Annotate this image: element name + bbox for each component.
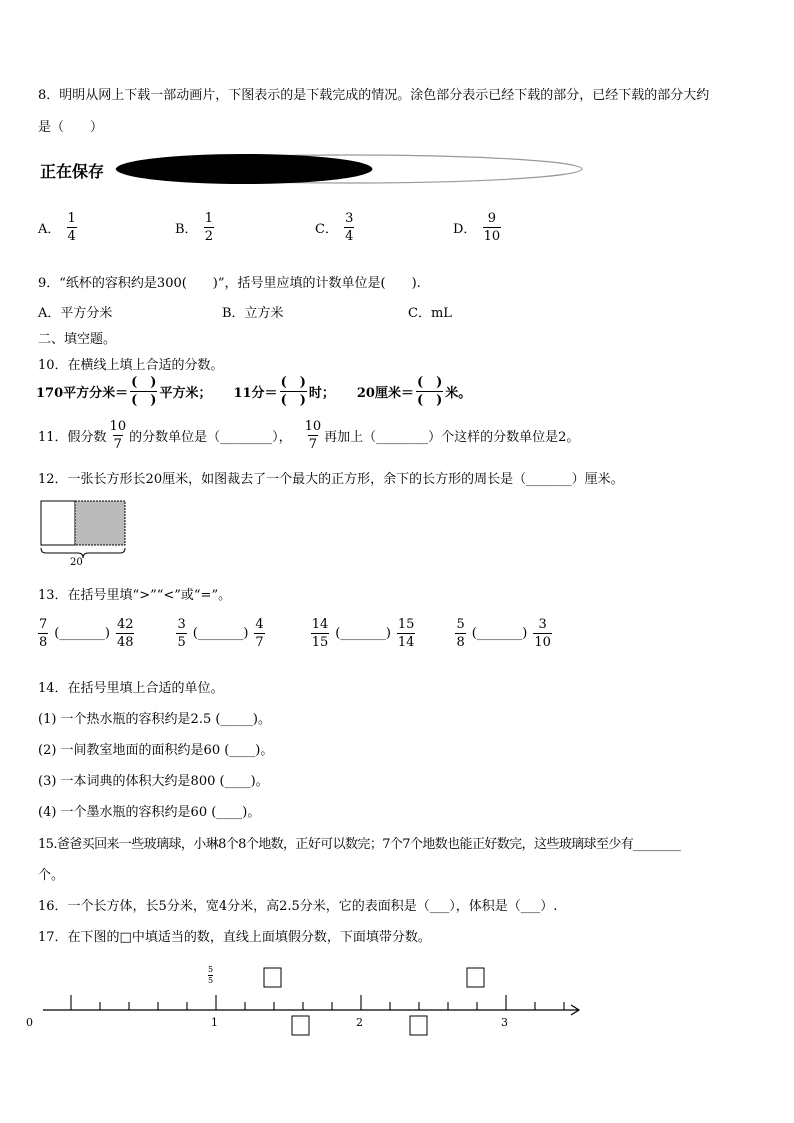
option-fraction: $\frac{9}{10}$ [483,211,501,244]
q10-prompt-3: 20厘米＝ [356,386,414,401]
q17-text: 17．在下图的□中填适当的数，直线上面填假分数，下面填带分数。 [38,930,431,945]
q15-line2: 个。 [38,868,65,883]
tick-labels [26,1016,586,1032]
tick-label: 0 [26,1016,33,1029]
q14-item[interactable]: (3) 一本词典的体积大约是800 (____)。 [38,774,269,789]
q8-option-d[interactable] [453,212,503,243]
compare-blank[interactable]: (_______) [471,626,528,641]
compare-blank[interactable]: (_______) [192,626,249,641]
compare-fraction: $\frac{5}{8}$ [456,617,465,650]
q11-fraction-2: $\frac{10}{7}$ [304,419,322,452]
section-title: 二、填空题。 [38,332,117,347]
q11-row [38,420,579,451]
progress-bar [114,154,584,184]
compare-blank[interactable]: (_______) [335,626,391,641]
q10-prompt-2: 11分＝ [233,386,278,401]
q10-text: 10．在横线上填上合适的分数。 [38,358,224,373]
q10-unit-1: 平方米； [159,386,212,401]
compare-fraction: $\frac{42}{48}$ [116,617,134,650]
q10-answer-3[interactable]: $\frac{( )}{( )}$ [416,375,443,408]
progress-label: 正在保存 [40,162,105,181]
q10-prompt-1: 170平方分米＝ [36,386,129,401]
option-fraction: $\frac{3}{4}$ [345,211,354,244]
q11-text-a: 11．假分数 [38,430,107,445]
option-letter: D． [453,222,477,237]
q15-line1: 15.爸爸买回来一些玻璃球，小琳8个8个地数，正好可以数完；7个7个地数也能正好数完，这些玻璃球至少有________ [38,837,681,852]
compare-fraction: $\frac{7}{8}$ [39,617,48,650]
rectangle-diagram [38,498,130,568]
q13-text: 13．在括号里填“>”“<”或“=”。 [38,588,232,603]
q14-item[interactable]: (2) 一间教室地面的面积约是60 (____)。 [38,743,274,758]
option-fraction: $\frac{1}{4}$ [67,211,76,244]
answer-box-above[interactable] [467,968,484,987]
q16-text: 16．一个长方体，长5分米，宽4分米，高2.5分米，它的表面积是（___），体积是（___）. [38,899,558,914]
q14-item[interactable]: (1) 一个热水瓶的容积约是2.5 (_____)。 [38,712,271,727]
q11-text-c[interactable]: 再加上（________）个这样的分数单位是2。 [324,430,580,445]
ticks [71,995,564,1010]
tick-label: 3 [501,1016,508,1029]
compare-blank[interactable]: (_______) [54,626,110,641]
remaining-rectangle [41,501,75,545]
compare-fraction: $\frac{4}{7}$ [255,617,264,650]
q10-unit-2: 时； [308,386,335,401]
tick-fraction-label: 5 5 [208,965,214,985]
q10-answer-2[interactable]: $\frac{( )}{( )}$ [280,375,306,408]
tick-label: 1 [211,1016,218,1029]
progress-bar-graphic [114,154,584,184]
q13-row [36,618,554,649]
q11-text-b[interactable]: 的分数单位是（________）， [129,430,292,445]
q11-fraction: $\frac{10}{7}$ [109,419,127,452]
q9-option-a[interactable]: A．平方分米 [38,306,113,321]
compare-fraction: $\frac{14}{15}$ [311,617,329,650]
q12-figure [38,498,130,568]
q10-answer-1[interactable]: $\frac{( )}{( )}$ [131,375,157,408]
answer-box-above[interactable] [264,968,281,987]
q8-option-c[interactable] [315,212,356,243]
q8-option-a[interactable] [38,212,79,243]
q14-text: 14．在括号里填上合适的单位。 [38,681,224,696]
option-letter: B． [175,222,198,237]
q10-conversions [36,376,471,407]
q8-line2: 是（ ） [38,120,104,135]
q14-item[interactable]: (4) 一个墨水瓶的容积约是60 (____)。 [38,805,261,820]
option-fraction: $\frac{1}{2}$ [204,211,213,244]
q9-option-c[interactable]: C．mL [408,306,452,321]
length-label: 20 [70,557,83,568]
progress-fill [116,154,372,184]
q10-unit-3: 米。 [445,386,472,401]
q12-text: 12．一张长方形长20厘米，如图裁去了一个最大的正方形，余下的长方形的周长是（_______）厘米。 [38,472,624,487]
tick-label: 2 [356,1016,363,1029]
length-brace [41,548,125,558]
compare-fraction: $\frac{3}{10}$ [534,617,551,650]
q9-text: 9．“纸杯的容积约是300( )”，括号里应填的计数单位是( ). [38,276,421,291]
compare-fraction: $\frac{15}{14}$ [397,617,415,650]
cut-square [75,501,125,545]
option-letter: A． [38,222,61,237]
q8-option-b[interactable] [175,212,216,243]
q8-line1: 8．明明从网上下载一部动画片，下图表示的是下载完成的情况。涂色部分表示已经下载的部分，已经下载的部分大约 [38,88,710,103]
option-letter: C． [315,222,338,237]
compare-fraction: $\frac{3}{5}$ [177,617,186,650]
q9-option-b[interactable]: B．立方米 [222,306,284,321]
